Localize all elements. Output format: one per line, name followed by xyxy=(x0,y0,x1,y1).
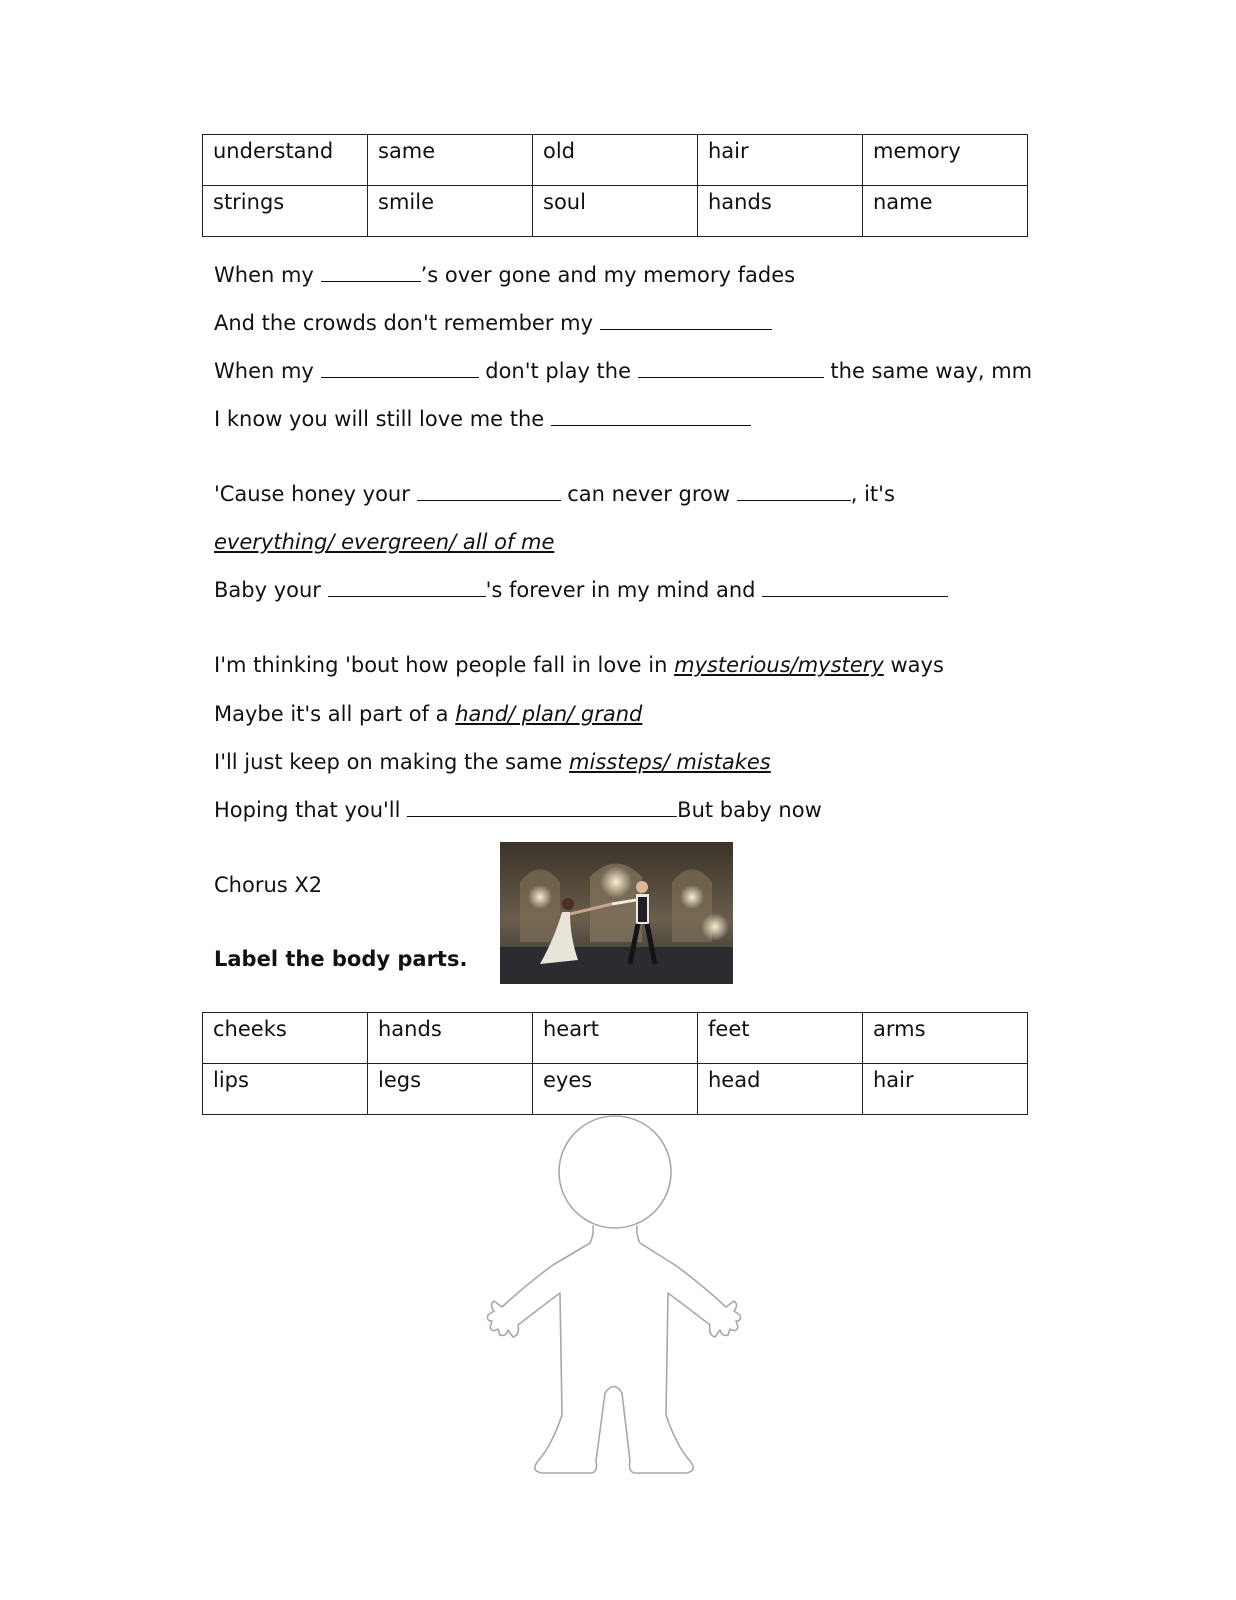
lyric-line xyxy=(214,482,895,506)
word-cell: heart xyxy=(533,1013,698,1064)
table-row xyxy=(203,135,1028,186)
lyric-text: , it's xyxy=(850,482,895,506)
word-cell: eyes xyxy=(533,1064,698,1115)
lyric-text: When my xyxy=(214,359,314,383)
lyric-text: 'Cause honey your xyxy=(214,482,410,506)
lyric-text: Hoping that you'll xyxy=(214,798,401,822)
lyric-text: the same way, mm xyxy=(830,359,1033,383)
lyric-line xyxy=(214,578,948,602)
lyric-text: I'll just keep on making the same xyxy=(214,750,563,774)
lyric-text: ’s over gone and my memory fades xyxy=(420,263,796,287)
fill-blank[interactable] xyxy=(407,798,677,817)
body-outline-figure xyxy=(480,1115,750,1475)
lyric-line xyxy=(214,750,771,774)
word-cell: name xyxy=(863,186,1028,237)
lyric-line xyxy=(214,798,822,822)
lyric-text: But baby now xyxy=(677,798,822,822)
lyric-text: When my xyxy=(214,263,314,287)
word-cell: arms xyxy=(863,1013,1028,1064)
word-choice: everything/ evergreen/ all of me xyxy=(214,530,555,554)
fill-blank[interactable] xyxy=(737,482,851,501)
lyric-text: Maybe it's all part of a xyxy=(214,702,449,726)
word-cell: soul xyxy=(533,186,698,237)
fill-blank[interactable] xyxy=(417,482,561,501)
word-cell: lips xyxy=(203,1064,368,1115)
word-cell: hands xyxy=(368,1013,533,1064)
lyric-text: I know you will still love me the xyxy=(214,407,545,431)
word-cell: smile xyxy=(368,186,533,237)
word-choice: hand/ plan/ grand xyxy=(455,702,643,726)
word-bank-table-2 xyxy=(202,1012,1028,1115)
fill-blank[interactable] xyxy=(328,578,486,597)
fill-blank[interactable] xyxy=(321,263,421,282)
lyric-line xyxy=(214,702,642,726)
lyric-line xyxy=(214,311,772,335)
word-cell: understand xyxy=(203,135,368,186)
lyric-text: can never grow xyxy=(567,482,731,506)
word-cell: cheeks xyxy=(203,1013,368,1064)
word-cell: legs xyxy=(368,1064,533,1115)
lyric-line xyxy=(214,653,944,677)
fill-blank[interactable] xyxy=(321,359,479,378)
lyric-line xyxy=(214,407,751,431)
fill-blank[interactable] xyxy=(600,311,772,330)
word-cell: feet xyxy=(698,1013,863,1064)
word-cell: old xyxy=(533,135,698,186)
lyric-line xyxy=(214,530,554,554)
word-cell: head xyxy=(698,1064,863,1115)
word-cell: hands xyxy=(698,186,863,237)
lyric-text: ways xyxy=(890,653,944,677)
instruction-text: Label the body parts. xyxy=(214,947,468,971)
table-row xyxy=(203,186,1028,237)
table-row xyxy=(203,1013,1028,1064)
word-cell: hair xyxy=(863,1064,1028,1115)
table-row xyxy=(203,1064,1028,1115)
fill-blank[interactable] xyxy=(762,578,948,597)
word-cell: same xyxy=(368,135,533,186)
fill-blank[interactable] xyxy=(638,359,824,378)
word-cell: strings xyxy=(203,186,368,237)
word-choice: missteps/ mistakes xyxy=(569,750,771,774)
word-cell: memory xyxy=(863,135,1028,186)
lyric-text: 's forever in my mind and xyxy=(485,578,756,602)
fill-blank[interactable] xyxy=(551,407,751,426)
lyric-text: Baby your xyxy=(214,578,321,602)
head-outline xyxy=(559,1116,671,1228)
word-cell: hair xyxy=(698,135,863,186)
chorus-repeat-note: Chorus X2 xyxy=(214,873,323,897)
lyric-text: And the crowds don't remember my xyxy=(214,311,594,335)
lyric-text: don't play the xyxy=(485,359,632,383)
lyric-line xyxy=(214,359,1032,383)
body-outline xyxy=(488,1226,741,1473)
lyric-text: I'm thinking 'bout how people fall in love in xyxy=(214,653,668,677)
dance-photo xyxy=(500,842,733,984)
word-choice: mysterious/mystery xyxy=(674,653,884,677)
lyric-line xyxy=(214,263,795,287)
word-bank-table-1 xyxy=(202,134,1028,237)
